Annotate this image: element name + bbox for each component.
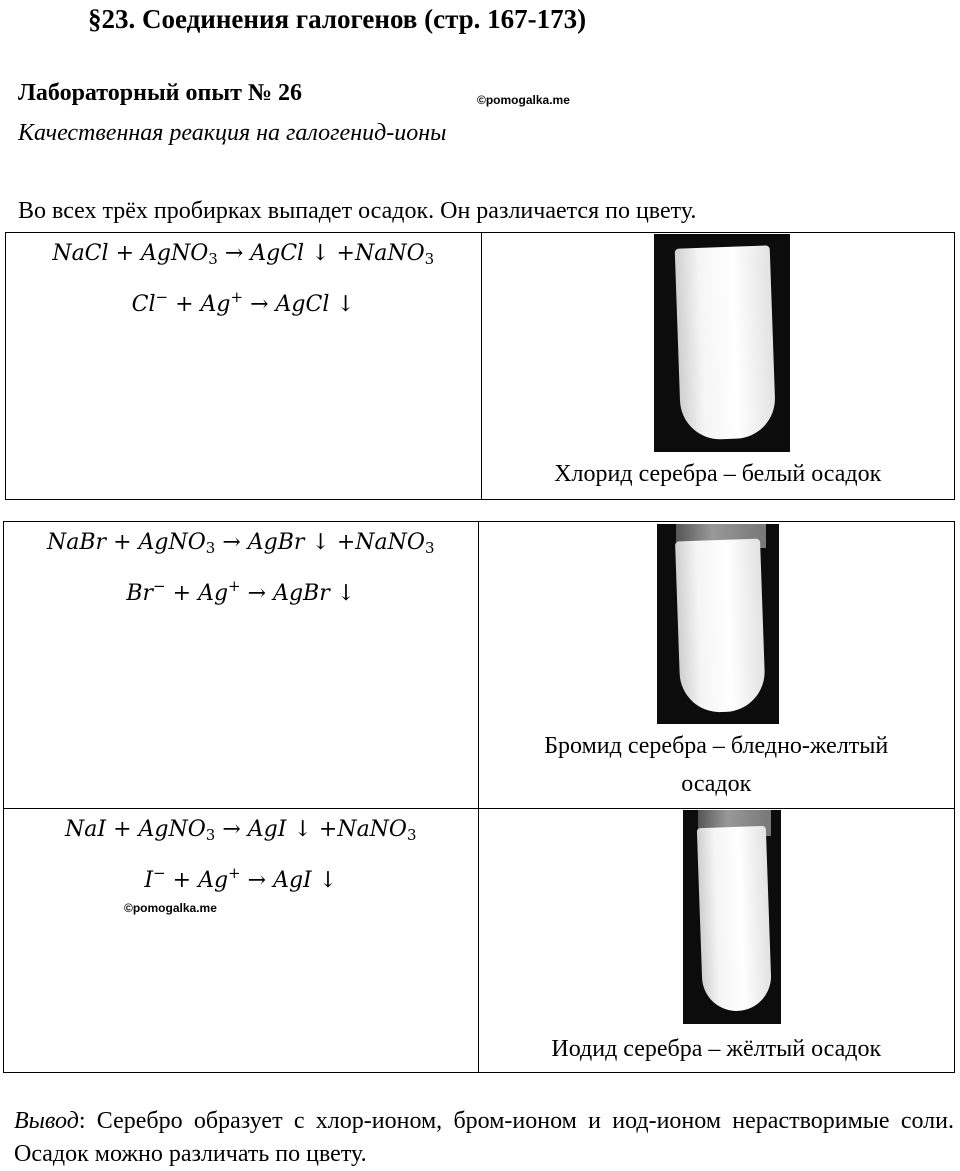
- page-title: §23. Соединения галогенов (стр. 167-173): [88, 4, 587, 34]
- equation-cell: [6, 233, 482, 500]
- watermark: ©pomogalka.me: [477, 93, 570, 107]
- image-caption: Бромид серебра – бледно-желтый осадок: [544, 733, 889, 797]
- lab-title: Лабораторный опыт № 26: [18, 80, 302, 106]
- molecular-equation: NaBr + AgNO$_3$ → AgBr ↓ +NaNO$_3$: [47, 530, 435, 557]
- image-cell: [481, 233, 955, 500]
- test-tube-photo-yellow: [683, 810, 781, 1024]
- lab-subtitle: Качественная реакция на галогенид-ионы: [18, 120, 447, 146]
- ionic-equation: Cl− + Ag+ → AgCl ↓: [131, 288, 355, 317]
- test-tube-photo-white: [654, 234, 790, 452]
- image-caption: Иодид серебра – жёлтый осадок: [551, 1036, 882, 1062]
- ionic-equation: I− + Ag+ → AgI ↓: [144, 864, 338, 893]
- watermark: ©pomogalka.me: [124, 901, 217, 915]
- equation-cell: [4, 809, 479, 1073]
- test-tube-photo-pale-yellow: [657, 524, 779, 724]
- image-cell: [478, 809, 954, 1073]
- molecular-equation: NaI + AgNO$_3$ → AgI ↓ +NaNO$_3$: [65, 817, 417, 844]
- reaction-table-chloride: [5, 232, 955, 500]
- intro-text: Во всех трёх пробирках выпадет осадок. Он различается по цвету.: [18, 198, 697, 224]
- conclusion-paragraph: [14, 1105, 954, 1171]
- equation-cell: [4, 522, 479, 809]
- molecular-equation: NaCl + AgNO$_3$ → AgCl ↓ +NaNO$_3$: [52, 241, 435, 268]
- ionic-equation: Br− + Ag+ → AgBr ↓: [126, 577, 356, 606]
- reaction-table-bromide-iodide: [3, 521, 955, 1073]
- conclusion-text: : Серебро образует с хлор-ионом, бром-ионом и иод-ионом нерастворимые соли. Осадок можно различать по цвету.: [14, 1108, 954, 1167]
- image-cell: [478, 522, 954, 809]
- conclusion-label: Вывод: [14, 1108, 79, 1134]
- image-caption: Хлорид серебра – белый осадок: [554, 461, 882, 487]
